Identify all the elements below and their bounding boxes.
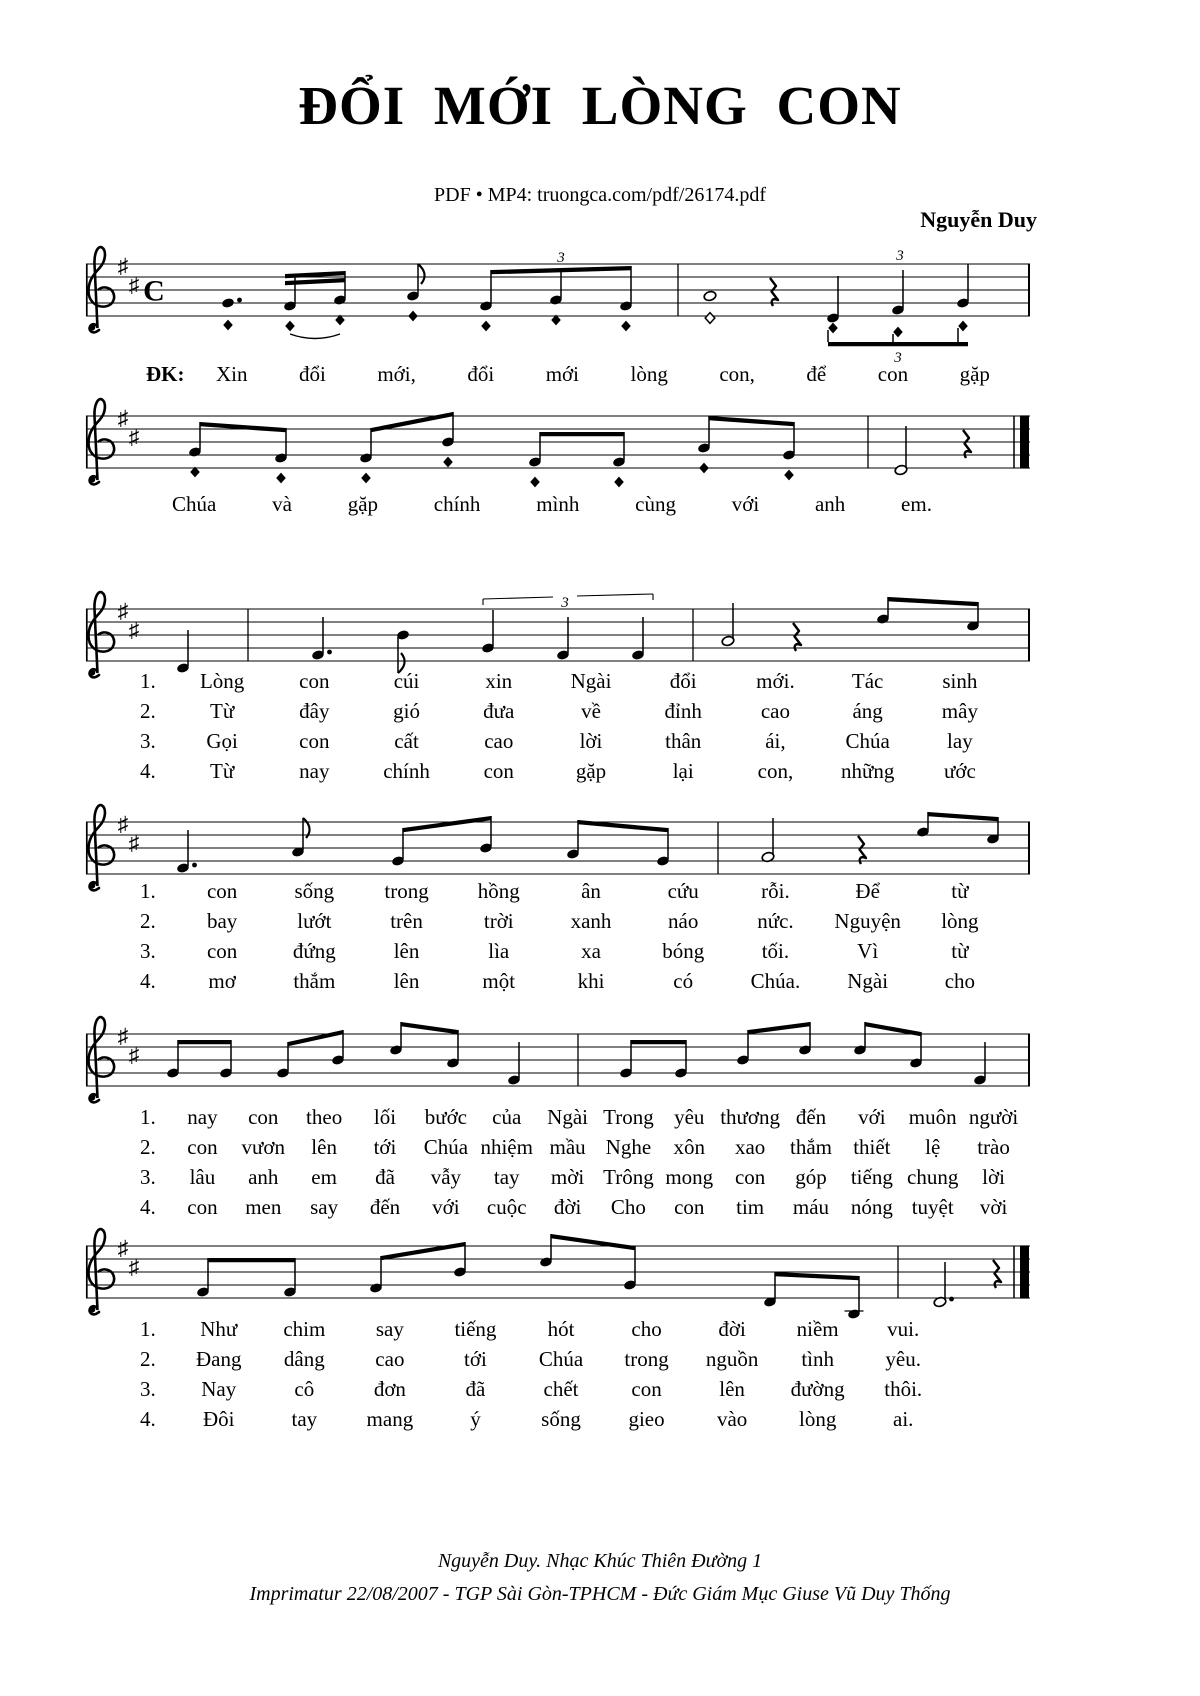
lyric-word: Chúa	[423, 1135, 469, 1159]
composer-credit: Nguyễn Duy	[920, 207, 1037, 232]
lyric-word: thôi.	[884, 1377, 923, 1401]
lyric-word: đường	[790, 1377, 845, 1401]
verse-number: 1.	[140, 1105, 156, 1129]
lyric-word: tình	[801, 1347, 834, 1371]
lyric-word: xa	[581, 939, 601, 963]
sharp-icon: ♯	[128, 831, 140, 855]
verse-number: 3.	[140, 939, 156, 963]
lyric-word: bóng	[662, 939, 705, 963]
verse-line	[140, 1314, 946, 1344]
lyric-word: chính	[383, 759, 430, 783]
lyric-word: muôn	[908, 1105, 957, 1129]
lyric-word: cho	[944, 969, 976, 993]
lyric-word: chính	[433, 492, 481, 516]
sharp-icon: ♯	[128, 618, 140, 642]
lyric-word: men	[245, 1195, 282, 1219]
lyric-word: yêu	[674, 1105, 705, 1129]
lyric-word: Nay	[201, 1377, 237, 1401]
sharp-icon: ♯	[117, 406, 129, 430]
lyric-word: xao	[734, 1135, 766, 1159]
lyric-word: đây	[299, 699, 330, 723]
lyric-word: đổi	[467, 362, 495, 386]
lyric-word: con	[483, 759, 514, 783]
verse-number: 4.	[140, 759, 156, 783]
sharp-icon: ♯	[128, 425, 140, 449]
lyric-word: Chúa	[172, 492, 217, 516]
lyric-word: gặp	[575, 759, 607, 783]
lyric-word: nguồn	[705, 1347, 759, 1371]
lyric-word: trời	[483, 909, 514, 933]
lyric-word: thiết	[853, 1135, 891, 1159]
lyric-word: những	[840, 759, 895, 783]
verse-number: 2.	[140, 1347, 156, 1371]
lyric-word: Nghe	[605, 1135, 652, 1159]
lyric-word: tới	[464, 1347, 487, 1371]
lyric-word: Như	[200, 1317, 238, 1341]
lyric-word: cho	[631, 1317, 662, 1341]
lyric-word: con	[206, 879, 238, 903]
verse-number: 4.	[140, 1407, 156, 1431]
lyric-word: lên	[393, 969, 420, 993]
lyric-word: lệ	[925, 1135, 941, 1159]
lyric-word: máu	[792, 1195, 830, 1219]
lyric-word: đỉnh	[664, 699, 702, 723]
lyric-word: lòng	[630, 362, 668, 386]
lyric-word: để	[806, 362, 827, 386]
lyric-word: lay	[947, 729, 973, 753]
lyric-word: Đôi	[203, 1407, 235, 1431]
lyric-word: tuyệt	[911, 1195, 954, 1219]
lyric-word: góp	[795, 1165, 827, 1189]
verse-line	[140, 1404, 946, 1434]
lyric-word: với	[432, 1195, 460, 1219]
lyric-word: ý	[470, 1407, 481, 1431]
lyric-word: Chúa	[538, 1347, 584, 1371]
lyric-word: đời	[718, 1317, 746, 1341]
lyric-word: lời	[579, 729, 603, 753]
lyric-word: con	[734, 1165, 766, 1189]
verse-line	[140, 876, 1006, 906]
chorus-line-2	[172, 490, 932, 518]
sharp-icon: ♯	[117, 599, 129, 623]
lyric-word: từ	[951, 879, 969, 903]
lyric-word: Để	[855, 879, 880, 903]
lyric-word: lòng	[798, 1407, 837, 1431]
sharp-icon: ♯	[117, 1024, 129, 1048]
verse-number: 2.	[140, 1135, 156, 1159]
lyric-word: mầu	[549, 1135, 586, 1159]
lyric-word: con	[299, 729, 330, 753]
verse-line	[140, 906, 1006, 936]
staff-notation-1	[78, 230, 1038, 372]
lyric-word: con	[187, 1135, 218, 1159]
lyric-word: xin	[485, 669, 513, 693]
page-title: ĐỔI MỚI LÒNG CON	[298, 75, 902, 136]
lyric-word: Chúa.	[750, 969, 801, 993]
lyric-word: cứu	[667, 879, 699, 903]
lyric-word: đưa	[483, 699, 515, 723]
sharp-icon: ♯	[128, 1043, 140, 1067]
lyric-word: niềm	[796, 1317, 839, 1341]
lyric-word: trong	[624, 1347, 669, 1371]
verse-group-2	[140, 876, 1006, 996]
lyric-word: con	[674, 1195, 705, 1219]
lyric-word: con,	[719, 362, 755, 386]
verse-line	[140, 1374, 946, 1404]
lyric-word: lên	[311, 1135, 337, 1159]
quarter-rest-icon	[770, 278, 778, 306]
lyric-word: cao	[760, 699, 791, 723]
verse-number: 1.	[140, 669, 156, 693]
lyric-word: trong	[384, 879, 429, 903]
verse-group-4	[140, 1314, 946, 1434]
lyric-word: lối	[373, 1105, 397, 1129]
chorus-label: ĐK:	[146, 362, 185, 386]
lyric-word: nóng	[850, 1195, 893, 1219]
lyric-word: đổi	[669, 669, 697, 693]
lyric-word: Tác	[851, 669, 884, 693]
verse-number: 1.	[140, 879, 156, 903]
verse-line	[140, 936, 1006, 966]
lyric-word: hót	[547, 1317, 575, 1341]
lyric-word: sống	[541, 1407, 581, 1431]
verse-group-1	[140, 666, 1006, 786]
lyric-word: trào	[977, 1135, 1010, 1159]
quarter-rest-icon	[993, 1260, 1001, 1288]
lyric-word: tiếng	[850, 1165, 893, 1189]
lyric-word: vời	[979, 1195, 1008, 1219]
download-link-text[interactable]: PDF • MP4: truongca.com/pdf/26174.pdf	[434, 184, 766, 206]
lyric-word: gặp	[959, 362, 990, 386]
lyric-word: Xin	[216, 362, 248, 386]
lyric-word: con	[299, 669, 330, 693]
lyric-word: gió	[393, 699, 420, 723]
lyric-word: về	[581, 699, 601, 723]
lyric-word: mời	[550, 1165, 585, 1189]
lyric-word: lời	[982, 1165, 1005, 1189]
lyric-word: bay	[206, 909, 238, 933]
lyric-word: Vì	[857, 939, 879, 963]
lyric-word: bước	[424, 1105, 467, 1129]
lyric-word: Nguyện	[834, 909, 901, 933]
lyric-word: vươn	[241, 1135, 286, 1159]
lyric-word: Gọi	[206, 729, 238, 753]
lyric-word: mới,	[377, 362, 416, 386]
sharp-icon: ♯	[128, 273, 140, 297]
quarter-rest-icon	[858, 836, 866, 864]
lyric-word: người	[968, 1105, 1019, 1129]
sharp-icon: ♯	[117, 254, 129, 278]
lyric-word: tiếng	[454, 1317, 497, 1341]
lyric-word: cùng	[635, 492, 676, 516]
lyric-word: nay	[299, 759, 330, 783]
lyric-word: đứng	[292, 939, 336, 963]
lyric-word: thắm	[293, 969, 336, 993]
lyric-word: đã	[465, 1377, 486, 1401]
lyric-word: Ngài	[570, 669, 612, 693]
lyric-word: Lòng	[199, 669, 245, 693]
lyric-word: mây	[941, 699, 978, 723]
lyric-word: và	[272, 492, 292, 516]
lyric-word: ân	[581, 879, 601, 903]
lyric-word: con	[877, 362, 909, 386]
lyric-word: em.	[901, 492, 932, 516]
lyric-word: say	[310, 1195, 339, 1219]
lyric-word: cao	[484, 729, 514, 753]
verse-line	[140, 1192, 1024, 1222]
time-signature: C	[143, 274, 165, 308]
verse-line	[140, 1132, 1024, 1162]
sharp-icon: ♯	[117, 1236, 129, 1260]
lyric-word: có	[673, 969, 694, 993]
lyric-word: cúi	[393, 669, 420, 693]
lyric-word: con	[631, 1377, 662, 1401]
verse-number: 4.	[140, 969, 156, 993]
slur	[290, 334, 340, 339]
lyric-word: mang	[366, 1407, 414, 1431]
lyric-word: Trông	[603, 1165, 654, 1189]
lyric-word: tay	[493, 1165, 520, 1189]
lyric-word: lòng	[941, 909, 979, 933]
lyric-word: theo	[306, 1105, 343, 1129]
lyric-word: tay	[291, 1407, 318, 1431]
lyric-word: đời	[553, 1195, 582, 1219]
lyric-word: tới	[373, 1135, 397, 1159]
lyric-word: áng	[852, 699, 883, 723]
lyric-word: rỗi.	[761, 879, 790, 903]
lyric-word: Ngài	[847, 969, 889, 993]
lyric-word: ai.	[893, 1407, 914, 1431]
lyric-word: một	[482, 969, 516, 993]
lyric-word: đến	[369, 1195, 401, 1219]
verse-line	[140, 1162, 1024, 1192]
lyric-word: lâu	[189, 1165, 216, 1189]
lyric-word: đến	[795, 1105, 827, 1129]
lyric-word: cao	[375, 1347, 405, 1371]
lyric-word: náo	[668, 909, 699, 933]
lyric-word: sinh	[942, 669, 978, 693]
lyric-word: yêu.	[885, 1347, 921, 1371]
quarter-rest-icon	[963, 430, 971, 458]
lyric-word: vui.	[887, 1317, 920, 1341]
lyric-word: anh	[248, 1165, 279, 1189]
lyric-word: lướt	[297, 909, 332, 933]
lyric-word: đổi	[299, 362, 326, 386]
verse-line	[140, 1102, 1024, 1132]
triplet-label: 3	[561, 595, 569, 611]
lyric-word: Trong	[603, 1105, 654, 1129]
lyric-word: tối.	[761, 939, 790, 963]
verse-number: 4.	[140, 1195, 156, 1219]
lyric-word: chim	[283, 1317, 326, 1341]
lyric-word: trên	[390, 909, 423, 933]
lyric-word: cuộc	[486, 1195, 527, 1219]
lyric-word: ái,	[765, 729, 786, 753]
lyric-word: khi	[577, 969, 605, 993]
lyric-word: nức.	[757, 909, 794, 933]
lyric-word: Từ	[210, 759, 235, 783]
lyric-word: xanh	[570, 909, 612, 933]
lyric-word: lại	[672, 759, 694, 783]
quarter-rest-icon	[793, 623, 801, 651]
lyric-word: con	[206, 939, 238, 963]
lyric-word: thương	[720, 1105, 781, 1129]
verse-line	[140, 666, 1006, 696]
verse-number: 1.	[140, 1317, 156, 1341]
lyric-word: Từ	[210, 699, 235, 723]
lyric-word: tim	[736, 1195, 765, 1219]
verse-line	[140, 726, 1006, 756]
lyric-word: từ	[951, 939, 969, 963]
lyric-word: mình	[536, 492, 580, 516]
lyric-word: gieo	[628, 1407, 665, 1431]
lyric-word: Ngài	[547, 1105, 588, 1129]
footer-credit: Nguyễn Duy. Nhạc Khúc Thiên Đường 1	[437, 1550, 763, 1572]
sharp-icon: ♯	[128, 1255, 140, 1279]
verse-number: 2.	[140, 699, 156, 723]
lyric-word: với	[858, 1105, 886, 1129]
lyric-word: con	[248, 1105, 279, 1129]
lyric-word: đơn	[373, 1377, 406, 1401]
lyric-word: nay	[187, 1105, 218, 1129]
lyric-word: chết	[543, 1377, 579, 1401]
lyric-word: nhiệm	[480, 1135, 533, 1159]
verse-line	[140, 696, 1006, 726]
lyric-word: mong	[665, 1165, 714, 1189]
lyric-word: dâng	[283, 1347, 325, 1371]
lyric-word: say	[375, 1317, 404, 1341]
triplet-label: 3	[894, 350, 902, 366]
verse-line	[140, 756, 1006, 786]
lyric-word: anh	[814, 492, 846, 516]
lyric-word: vào	[716, 1407, 748, 1431]
lyric-word: lên	[393, 939, 420, 963]
lyric-word: chung	[907, 1165, 959, 1189]
verse-number: 3.	[140, 729, 156, 753]
lyric-word: của	[492, 1105, 522, 1129]
lyric-word: xôn	[673, 1135, 706, 1159]
lyric-word: thân	[665, 729, 702, 753]
verse-line	[140, 966, 1006, 996]
lyric-word: mới	[545, 362, 579, 386]
sharp-icon: ♯	[117, 812, 129, 836]
lyric-word: vẫy	[430, 1165, 462, 1189]
lyric-word: con,	[757, 759, 794, 783]
lyric-word: con	[187, 1195, 218, 1219]
lyric-word: gặp	[347, 492, 379, 516]
lyric-word: mơ	[208, 969, 236, 993]
verse-number: 2.	[140, 909, 156, 933]
lyric-word: Chúa	[845, 729, 890, 753]
lyric-word: ước	[943, 759, 976, 783]
lyric-word: lên	[719, 1377, 745, 1401]
lyric-word: Cho	[610, 1195, 646, 1219]
lyric-word: mới.	[756, 669, 795, 693]
triplet-label: 3	[557, 250, 565, 266]
lyric-word: Đang	[196, 1347, 242, 1371]
lyric-word: em	[311, 1165, 337, 1189]
lyric-word: đã	[375, 1165, 395, 1189]
lyric-word: lìa	[488, 939, 510, 963]
lyric-word: sống	[294, 879, 335, 903]
verse-group-3	[140, 1102, 1024, 1222]
verse-number: 3.	[140, 1377, 156, 1401]
verse-line	[140, 1344, 946, 1374]
lyric-word: cô	[294, 1377, 315, 1401]
verse-number: 3.	[140, 1165, 156, 1189]
lyric-word: hồng	[477, 879, 520, 903]
lyric-word: thắm	[789, 1135, 832, 1159]
lyric-word: cất	[394, 729, 419, 753]
triplet-label: 3	[896, 248, 904, 264]
chorus-line-1-words	[216, 360, 990, 388]
footer-imprimatur: Imprimatur 22/08/2007 - TGP Sài Gòn-TPHCM - Đức Giám Mục Giuse Vũ Duy Thống	[249, 1583, 951, 1605]
lyric-word: với	[731, 492, 760, 516]
